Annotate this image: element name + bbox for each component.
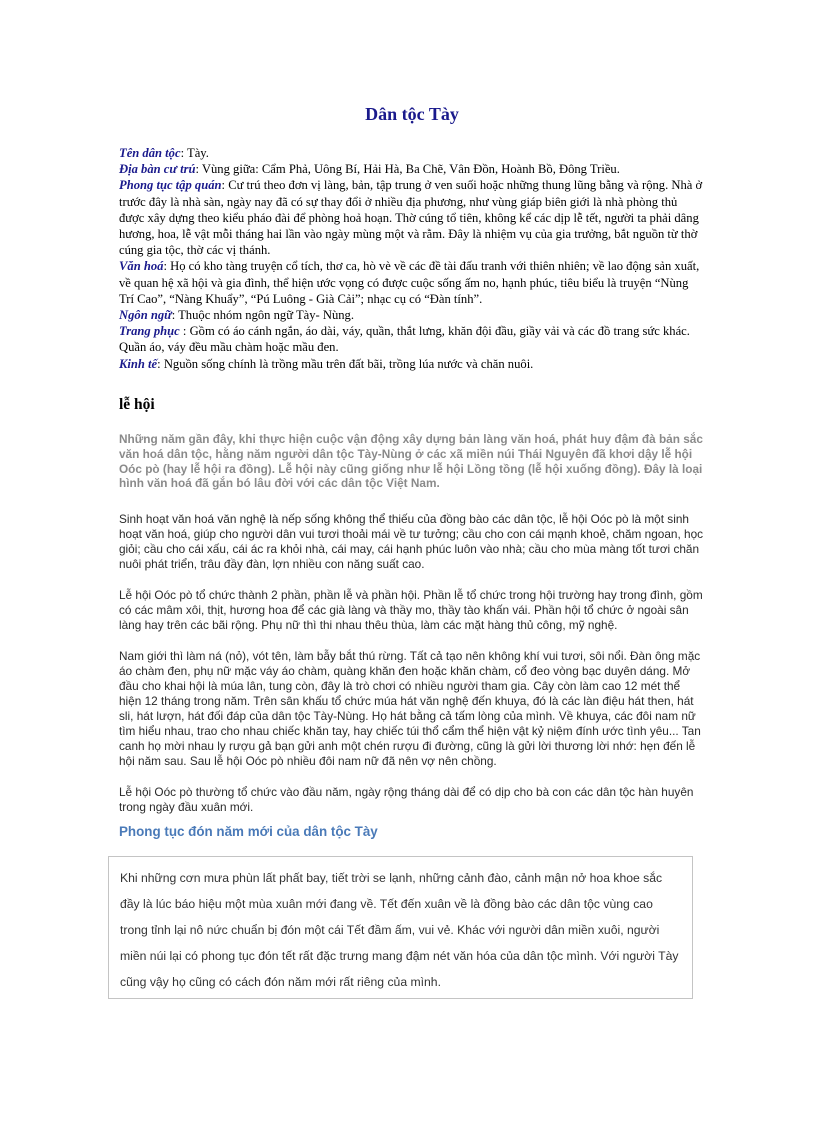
- info-text: Thuộc nhóm ngôn ngữ Tày- Nùng.: [178, 308, 354, 323]
- info-sep: :: [179, 324, 190, 339]
- info-text: Nguồn sống chính là trồng mầu trên đất bãi, trồng lúa nước và chăn nuôi.: [163, 356, 534, 371]
- festival-paragraph: Lễ hội Oóc pò thường tổ chức vào đầu năm, ngày rộng tháng dài để có dịp cho bà con các dân tộc hàn huyên trong ngày đầu xuân mới.: [119, 785, 694, 814]
- info-sep: :: [221, 178, 229, 193]
- info-costume: [119, 323, 705, 355]
- new-year-box: Khi những cơn mưa phùn lất phất bay, tiết trời se lạnh, những cảnh đào, cảnh mận nở hoa khoe sắc đầy là lúc báo hiệu một mùa xuân mới đang về. Tết đến xuân về là đồng bào các dân tộc vùng cao trong tỉnh lại nô nức chuẩn bị đón một cái Tết đầm ấm, vui vẻ. Khác với người dân miền xuôi, người miền núi lại có phong tục đón tết rất đặc trưng mang đậm nét văn hóa của dân tộc mình. Với người Tày cũng vậy họ cũng có cách đón năm mới rất riêng của mình.: [108, 856, 693, 999]
- info-label: Trang phục: [119, 324, 180, 339]
- info-residence: [119, 161, 705, 177]
- festival-paragraph: Lễ hội Oóc pò tổ chức thành 2 phần, phần lễ và phần hội. Phần lễ tổ chức trong hội trường hay trong đình, gồm có các mâm xôi, thịt, hương hoa để các già làng và thầy mo, thầy tào khấn vái. Phần hội tổ chức ở ngoài sân làng hay trên các bãi rộng. Phụ nữ thì thi nhau thêu thùa, làm các mặt hàng thủ công, mỹ nghệ.: [119, 588, 703, 632]
- info-name: [119, 145, 705, 161]
- info-text: Họ có kho tàng truyện cổ tích, thơ ca, hò vè về các đề tài đấu tranh với thiên nhiên; về lao động sản xuất, về quan hệ xã hội và gia đình, thể hiện ước vọng có được cuộc sống ấm no, hạnh phúc, tiêu biểu là truyện “Nùng Trí Cao”, “Nàng Khuẩy”, “Pú Luông - Già Cải”; nhạc cụ có “Đàn tính”.: [119, 259, 700, 306]
- info-customs: [119, 177, 705, 258]
- info-economy: [119, 356, 705, 372]
- info-language: [119, 307, 705, 323]
- info-text: Gồm có áo cánh ngắn, áo dài, váy, quần, thắt lưng, khăn đội đầu, giầy vải và các đồ trang sức khác. Quần áo, váy đều mầu chàm hoặc mầu đen.: [119, 324, 690, 355]
- info-label: Địa bàn cư trú: [119, 162, 196, 177]
- info-label: Tên dân tộc: [119, 146, 181, 160]
- info-label: Phong tục tập quán: [119, 178, 222, 193]
- info-sep: :: [163, 259, 171, 274]
- info-sep: :: [157, 356, 164, 371]
- info-text: Tày.: [187, 146, 209, 160]
- festival-paragraph: Nam giới thì làm ná (nỏ), vót tên, làm bẫy bắt thú rừng. Tất cả tạo nên không khí vui tươi, sôi nổi. Đàn ông mặc áo chàm đen, phụ nữ mặc váy áo chàm, quàng khăn đen hoặc khăn chàm, cổ đeo vòng bạc duyên dáng. Mở đầu cho khai hội là múa lân, tung còn, đây là trò chơi có nhiều người tham gia. Cây còn làm cao 12 mét thể hiện 12 tháng trong năm. Trên sân khấu tổ chức múa hát văn nghệ đến khuya, đó là các làn điệu hát then, hát sli, hát lượn, hát đối đáp của dân tộc Tày-Nùng. Họ hát bằng cả tấm lòng của mình. Về khuya, các đôi nam nữ tìm hiểu nhau, trao cho nhau chiếc khăn tay, hay chiếc túi thổ cẩm thể hiện vật kỷ niệm đính ước tình yêu... Tan canh họ mời nhau ly rượu gả bạn gửi anh một chén rượu đi đường, cũng là gửi lời thương lời nhớ: hẹn đến lễ hội năm sau. Sau lễ hội Oóc pò nhiều đôi nam nữ đã nên vợ nên chồng.: [119, 649, 701, 768]
- info-sep: :: [171, 308, 179, 323]
- document-title: Dân tộc Tày: [365, 104, 459, 124]
- info-text: Vùng giữa: Cẩm Phả, Uông Bí, Hải Hà, Ba Chẽ, Vân Đồn, Hoành Bồ, Đông Triều.: [201, 162, 620, 177]
- festival-paragraph: Sinh hoạt văn hoá văn nghệ là nếp sống không thể thiếu của đồng bào các dân tộc, lễ hội Oóc pò là một sinh hoạt văn hoá, giúp cho người dân vui tươi thoải mái về tư tưởng; cầu cho con cái mạnh khoẻ, chăm ngoan, học giỏi; cầu cho cái xấu, cái ác ra khỏi nhà, cái may, cái hạnh phúc luôn vào nhà; cầu cho mùa màng tốt tươi chăn nuôi phát triển, trâu đầy đàn, lợn nhiều con năng suất cao.: [119, 512, 704, 571]
- info-sep: :: [180, 146, 187, 160]
- info-label: Kinh tế: [119, 356, 158, 371]
- ethnic-info-list: [119, 145, 705, 372]
- info-text: Cư trú theo đơn vị làng, bản, tập trung ở ven suối hoặc những thung lũng bằng và rộng. Nhà ở trước đây là nhà sàn, ngày nay đã có sự thay đổi ở nhiều địa phương, như vùng giáp biên giới là nhà phòng thủ được xây dựng theo kiểu pháo đài để phòng hoả hoạn. Thờ cúng tổ tiên, không kể các dịp lễ tết, người ta phải dâng hương, hoa, lễ vật mỗi tháng hai lần vào ngày mùng một và rằm. Đây là nhiệm vụ của gia trưởng, bắt nguồn từ thờ cúng gia tộc, thờ các vị thánh.: [119, 178, 703, 258]
- festival-body: [119, 512, 705, 831]
- festival-heading: lễ hội: [119, 396, 155, 413]
- info-label: Ngôn ngữ: [119, 308, 172, 323]
- festival-intro: Những năm gần đây, khi thực hiện cuộc vận động xây dựng bản làng văn hoá, phát huy đậm đà bản sắc văn hoá dân tộc, hằng năm người dân tộc Tày-Nùng ở các xã miền núi Thái Nguyên đã khơi dậy lễ hội Oóc pò (hay lễ hội ra đồng). Lễ hội này cũng giống như lễ hội Lồng tồng (lễ hội xuống đồng). Đây là loại hình văn hoá đã gắn bó lâu đời với các dân tộc Việt Nam.: [119, 432, 703, 491]
- info-label: Văn hoá: [119, 259, 164, 274]
- info-sep: :: [195, 162, 202, 177]
- new-year-heading: Phong tục đón năm mới của dân tộc Tày: [119, 824, 378, 839]
- info-culture: [119, 258, 705, 307]
